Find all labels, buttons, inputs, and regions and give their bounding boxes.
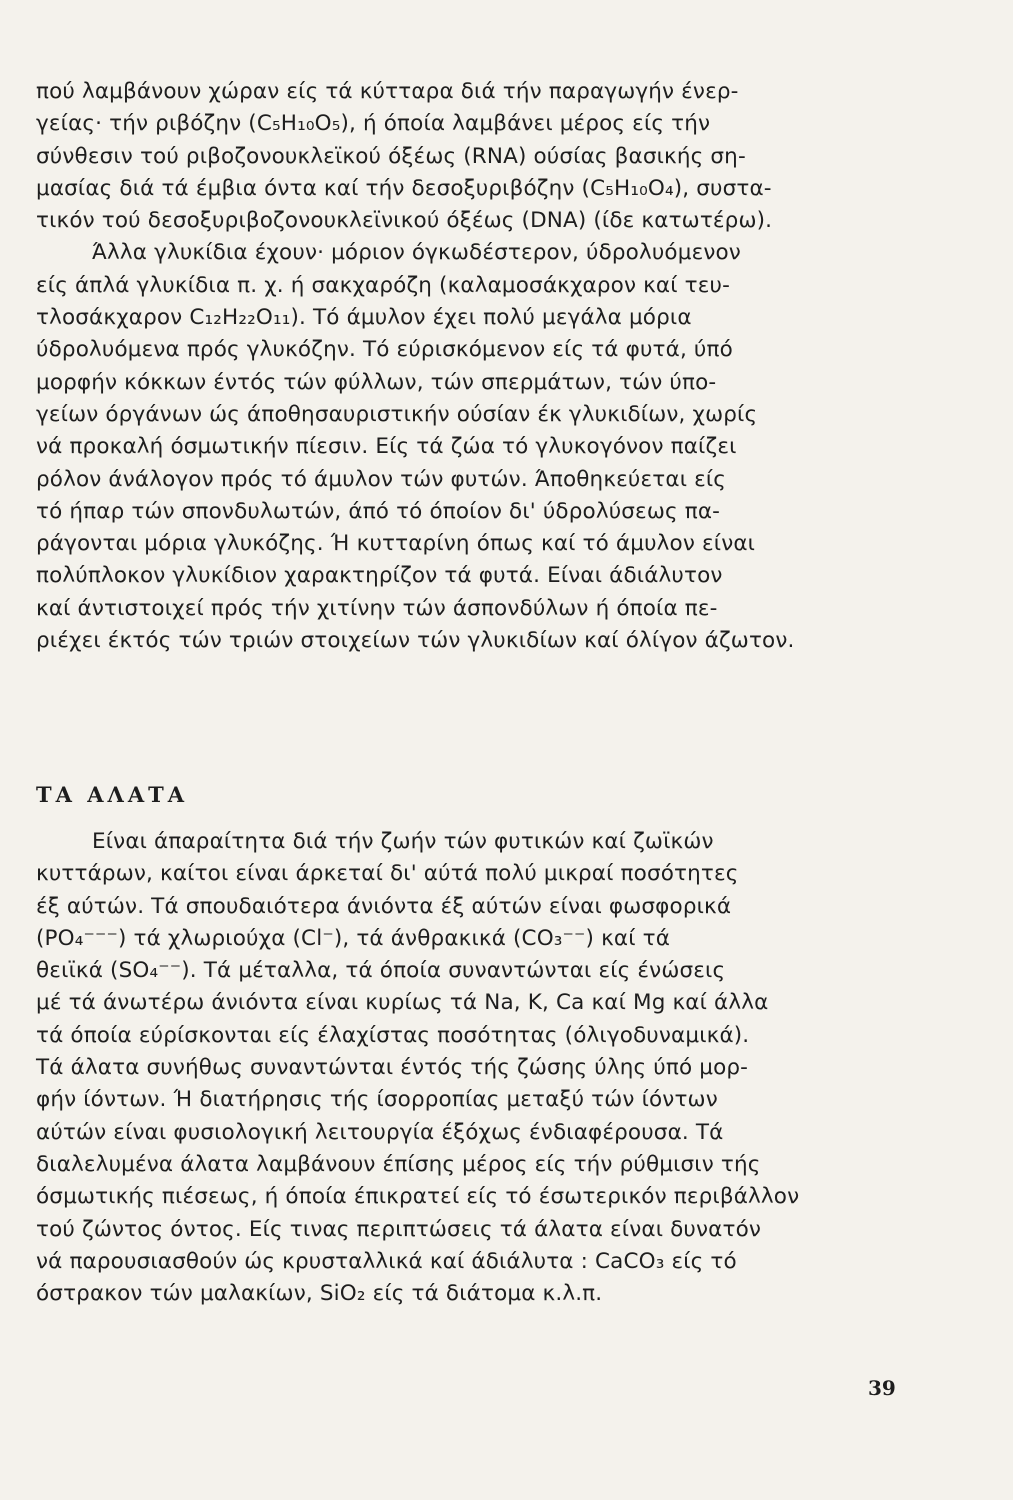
text-line: αύτών είναι φυσιολογική λειτουργία έξόχως ένδιαφέρουσα. Τά (36, 1119, 724, 1145)
text-line: νά προκαλή όσμωτικήν πίεσιν. Είς τά ζώα τό γλυκογόνον παίζει (36, 434, 737, 460)
text-line: σύνθεσιν τού ριβοζονουκλεϊκού όξέως (RNA) ούσίας βασικής ση- (36, 143, 746, 169)
text-line: Άλλα γλυκίδια έχουν· μόριον όγκωδέστερον, ύδρολυόμενον (92, 240, 741, 266)
carbohydrates-paragraph (36, 76, 896, 657)
text-line: καί άντιστοιχεί πρός τήν χιτίνην τών άσπονδύλων ή όποία πε- (36, 595, 718, 621)
text-line: πολύπλοκον γλυκίδιον χαρακτηρίζον τά φυτά. Είναι άδιάλυτον (36, 563, 723, 589)
salts-paragraph (36, 826, 896, 1310)
text-line: τά όποία εύρίσκονται είς έλαχίστας ποσότητας (όλιγοδυναμικά). (36, 1022, 750, 1048)
text-line: διαλελυμένα άλατα λαμβάνουν έπίσης μέρος είς τήν ρύθμισιν τής (36, 1151, 761, 1177)
text-line: όστρακον τών μαλακίων, SiO₂ είς τά διάτομα κ.λ.π. (36, 1281, 603, 1307)
text-line: τικόν τού δεσοξυριβοζονουκλεϊνικού όξέως (DNA) (ίδε κατωτέρω). (36, 208, 773, 234)
text-line: είς άπλά γλυκίδια π. χ. ή σακχαρόζη (καλαμοσάκχαρον καί τευ- (36, 272, 731, 298)
text-line: πού λαμβάνουν χώραν είς τά κύτταρα διά τήν παραγωγήν ένερ- (36, 79, 739, 104)
text-line: τό ήπαρ τών σπονδυλωτών, άπό τό όποίον δι' ύδρολύσεως πα- (36, 498, 721, 524)
page-number: 39 (868, 1376, 896, 1400)
text-line: έξ αύτών. Τά σπουδαιότερα άνιόντα έξ αύτών είναι φωσφορικά (36, 893, 732, 919)
text-line: ύδρολυόμενα πρός γλυκόζην. Τό εύρισκόμενον είς τά φυτά, ύπό (36, 337, 733, 363)
text-line: νά παρουσιασθούν ώς κρυσταλλικά καί άδιάλυτα : CaCO₃ είς τό (36, 1248, 737, 1274)
text-line: ρόλον άνάλογον πρός τό άμυλον τών φυτών. Άποθηκεύεται είς (36, 466, 727, 492)
text-line: μέ τά άνωτέρω άνιόντα είναι κυρίως τά Na, K, Ca καί Mg καί άλλα (36, 990, 769, 1016)
text-line: φήν ίόντων. Ή διατήρησις τής ίσορροπίας μεταξύ τών ίόντων (36, 1087, 718, 1113)
text-line: όσμωτικής πιέσεως, ή όποία έπικρατεί είς τό έσωτερικόν περιβάλλον (36, 1184, 800, 1210)
text-line: μασίας διά τά έμβια όντα καί τήν δεσοξυριβόζην (C₅H₁₀O₄), συστα- (36, 175, 772, 201)
section-heading: ΤΑ ΑΛΑΤΑ (36, 782, 189, 807)
text-line: θειϊκά (SO₄⁻⁻). Τά μέταλλα, τά όποία συναντώνται είς ένώσεις (36, 958, 726, 984)
text-line: (PO₄⁻⁻⁻) τά χλωριούχα (Cl⁻), τά άνθρακικά (CO₃⁻⁻) καί τά (36, 925, 671, 951)
text-line: τού ζώντος όντος. Είς τινας περιπτώσεις τά άλατα είναι δυνατόν (36, 1216, 762, 1242)
text-line: ράγονται μόρια γλυκόζης. Ή κυτταρίνη όπως καί τό άμυλον είναι (36, 531, 756, 557)
text-line: τλοσάκχαρον C₁₂H₂₂O₁₁). Τό άμυλον έχει πολύ μεγάλα μόρια (36, 305, 692, 331)
text-line: μορφήν κόκκων έντός τών φύλλων, τών σπερμάτων, τών ύπο- (36, 369, 717, 395)
text-line: γείας· τήν ριβόζην (C₅H₁₀O₅), ή όποία λαμβάνει μέρος είς τήν (36, 111, 711, 137)
text-line: Τά άλατα συνήθως συναντώνται έντός τής ζώσης ύλης ύπό μορ- (36, 1055, 749, 1081)
text-line: γείων όργάνων ώς άποθησαυριστικήν ούσίαν έκ γλυκιδίων, χωρίς (36, 401, 758, 427)
text-line: ριέχει έκτός τών τριών στοιχείων τών γλυκιδίων καί όλίγον άζωτον. (36, 628, 795, 654)
text-line: Είναι άπαραίτητα διά τήν ζωήν τών φυτικών καί ζωϊκών (92, 829, 714, 854)
text-line: κυττάρων, καίτοι είναι άρκεταί δι' αύτά πολύ μικραί ποσότητες (36, 861, 739, 887)
